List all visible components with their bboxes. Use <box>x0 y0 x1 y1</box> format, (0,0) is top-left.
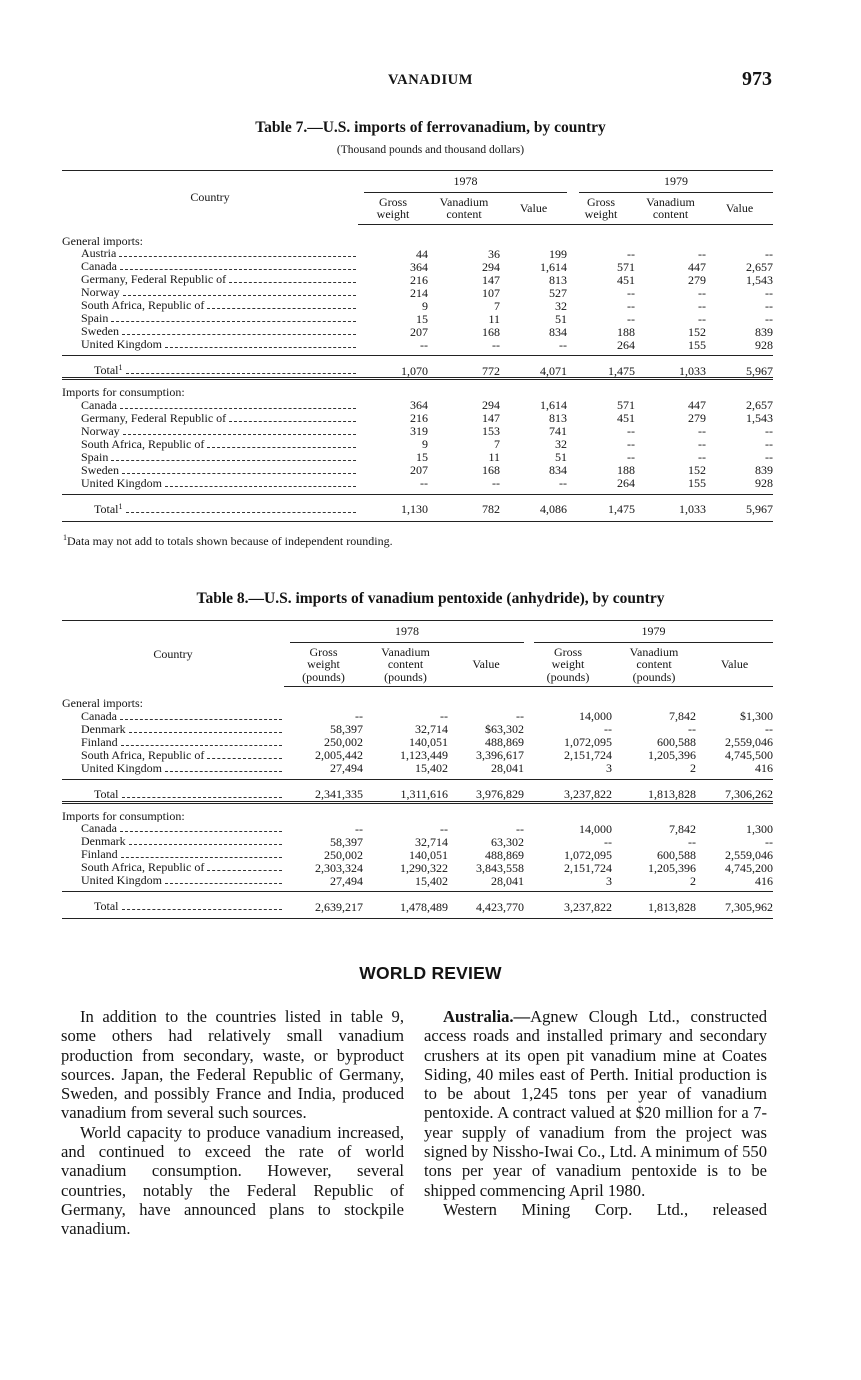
table-cell-value: -- <box>492 476 500 490</box>
table-cell-value: 2 <box>690 874 696 887</box>
table-cell-value: 188 <box>617 463 635 477</box>
table-cell-value: 153 <box>482 424 500 438</box>
table-cell-value: 32 <box>555 299 567 312</box>
table-cell-value: 58,397 <box>330 835 363 848</box>
table-cell-value: 488,869 <box>485 735 524 749</box>
table-cell-value: 147 <box>482 273 500 286</box>
table-cell-value: 51 <box>555 450 567 464</box>
table-cell-value: 44 <box>416 247 428 260</box>
table-cell-value: -- <box>765 450 773 464</box>
table-cell-value: 3,976,829 <box>476 787 524 801</box>
table7-year-1979: 1979 <box>579 175 773 193</box>
table-cell-value: 28,041 <box>491 874 524 887</box>
table-cell-value: 1,072,095 <box>564 735 612 749</box>
table-cell-value: 3 <box>606 761 612 775</box>
table7-col-gross-weight-1978: Gross weight <box>358 193 428 225</box>
australia-paragraph: Australia.—Agnew Clough Ltd., constructed access roads and installed primary and secondary crushers at its open pit vanadium mine at Coates Siding, 40 miles east of Perth. Initial production is to be about 1,245 tons per year of vanadium pentoxide. A contract valued at $20 million for a 7-year supply of vanadium from the project was signed by Nissho-Iwai Co., Ltd. A minimum of 550 tons per year of vanadium pentoxide is to be shipped commencing April 1980. <box>424 1007 767 1200</box>
table-cell-value: 3,396,617 <box>476 748 524 762</box>
table-cell-value: 1,543 <box>746 273 773 286</box>
table7-country-header: Country <box>62 171 358 225</box>
table8 <box>62 620 773 919</box>
table-row <box>62 399 773 412</box>
table-cell-value: 416 <box>755 874 774 887</box>
table-cell-value: 51 <box>555 312 567 325</box>
table-cell-value: 2,657 <box>746 260 773 273</box>
table-cell-value: 14,000 <box>579 709 612 723</box>
table-cell-value: 168 <box>482 325 500 338</box>
row-country: Sweden <box>62 464 358 477</box>
table-cell-value: 571 <box>617 260 635 273</box>
section-label: General imports: <box>62 234 143 247</box>
table7-subcaption: (Thousand pounds and thousand dollars) <box>336 144 525 156</box>
row-country: South Africa, Republic of <box>62 861 284 874</box>
row-country: Norway <box>62 286 358 299</box>
table-cell-value: 1,478,489 <box>363 900 448 919</box>
total-row <box>62 900 773 919</box>
row-total-label: Total$^1$ <box>62 503 358 522</box>
table-cell-value: -- <box>698 286 706 299</box>
table-row <box>62 710 773 723</box>
table-row <box>62 874 773 887</box>
table-cell-value: 216 <box>410 411 428 425</box>
table-cell-value: 4,745,200 <box>725 861 774 874</box>
paragraph: Western Mining Corp. Ltd., released <box>443 1199 767 1219</box>
table-cell-value: 1,475 <box>567 503 635 522</box>
table-cell-value: 250,002 <box>324 735 363 749</box>
table-cell-value: 15,402 <box>415 874 448 887</box>
table-cell-value: 3 <box>606 874 612 887</box>
row-country: Austria <box>62 247 358 260</box>
total-row <box>62 364 773 379</box>
table-cell-value: 1,205,396 <box>648 861 696 874</box>
table-cell-value: $1,300 <box>740 709 774 723</box>
section-label: General imports: <box>62 697 143 710</box>
row-country: United Kingdom <box>62 338 358 351</box>
table7-footnote: $^1$Data may not add to totals shown because of independent rounding. <box>63 533 393 548</box>
table-cell-value: 264 <box>617 338 635 351</box>
table-cell-value: 782 <box>428 503 500 522</box>
table8-year-1978: 1978 <box>290 625 524 643</box>
table-cell-value: 32 <box>555 437 567 451</box>
table-cell-value: 28,041 <box>491 761 524 775</box>
table-cell-value: 152 <box>688 463 706 477</box>
table-cell-value: 279 <box>688 273 706 286</box>
table7-col-value-1978: Value <box>500 193 567 225</box>
table7 <box>62 170 773 522</box>
table-cell-value: 140,051 <box>409 848 448 861</box>
table-cell-value: 928 <box>755 338 773 351</box>
table-row <box>62 861 773 874</box>
world-review-left-column <box>61 1007 404 1239</box>
row-country: Finland <box>62 736 284 749</box>
row-country: Norway <box>62 425 358 438</box>
table-row <box>62 848 773 861</box>
table-cell-value: 140,051 <box>409 735 448 749</box>
table-cell-value: 600,588 <box>657 848 696 861</box>
table8-col-vanadium-content-1978: Vanadium content (pounds) <box>363 643 448 687</box>
table-cell-value: -- <box>627 450 635 464</box>
table-cell-value: 216 <box>410 273 428 286</box>
table-cell-value: 1,543 <box>746 411 773 425</box>
table-cell-value: -- <box>698 424 706 438</box>
table-row <box>62 736 773 749</box>
table-row <box>62 822 773 835</box>
row-country: Spain <box>62 451 358 464</box>
table-cell-value: 839 <box>755 463 773 477</box>
world-review-right-column <box>424 1007 767 1219</box>
table-cell-value: -- <box>698 299 706 312</box>
table-cell-value: 1,813,828 <box>612 900 696 919</box>
table-cell-value: -- <box>627 247 635 260</box>
table-cell-value: -- <box>765 299 773 312</box>
table-cell-value: 294 <box>482 398 500 412</box>
table-cell-value: 207 <box>410 325 428 338</box>
table-row <box>62 762 773 775</box>
table-cell-value: 14,000 <box>579 822 612 835</box>
table-cell-value: 107 <box>482 286 500 299</box>
table-row <box>62 412 773 425</box>
row-total-label: Total <box>62 788 284 803</box>
table-cell-value: 447 <box>688 260 706 273</box>
table-cell-value: 199 <box>549 247 567 260</box>
table-cell-value: 772 <box>482 364 500 378</box>
australia-heading: Australia.— <box>443 1007 531 1026</box>
table-cell-value: 58,397 <box>330 722 363 736</box>
table-cell-value: 1,070 <box>401 364 428 378</box>
table8-col-vanadium-content-1979: Vanadium content (pounds) <box>612 643 696 687</box>
table7-caption: Table 7.—U.S. imports of ferrovanadium, by country <box>255 119 606 136</box>
total-row <box>62 503 773 522</box>
table-cell-value: 294 <box>482 260 500 273</box>
table-cell-value: 7,306,262 <box>725 787 774 801</box>
table-cell-value: 4,086 <box>500 503 567 522</box>
table-cell-value: 834 <box>549 463 567 477</box>
row-total-label: Total$^1$ <box>62 364 358 379</box>
row-country: South Africa, Republic of <box>62 749 284 762</box>
table-cell-value: -- <box>698 437 706 451</box>
table-cell-value: 7 <box>494 299 500 312</box>
table-cell-value: 1,205,396 <box>648 748 696 762</box>
table-cell-value: 2,341,335 <box>315 787 363 801</box>
table-cell-value: -- <box>698 312 706 325</box>
table-cell-value: 4,423,770 <box>448 900 524 919</box>
table-cell-value: 451 <box>617 411 635 425</box>
table-cell-value: 2,657 <box>746 398 773 412</box>
table-cell-value: -- <box>765 722 774 736</box>
table-cell-value: 7,842 <box>669 822 696 835</box>
table-cell-value: 1,123,449 <box>400 748 448 762</box>
table-row <box>62 451 773 464</box>
table-row <box>62 299 773 312</box>
table-row <box>62 247 773 260</box>
table-cell-value: 3,237,822 <box>564 787 612 801</box>
table-row <box>62 273 773 286</box>
world-review-heading: WORLD REVIEW <box>359 963 502 983</box>
table-cell-value: 451 <box>617 273 635 286</box>
paragraph: In addition to the countries listed in table 9, some others had relatively small vanadium production from secondary, waste, or byproduct sources. Japan, the Federal Republic of Germany, Sweden, and possibly France and India, produced vanadium from several such sources. <box>61 1007 404 1123</box>
table-cell-value: 2,639,217 <box>284 900 363 919</box>
table-cell-value: -- <box>765 247 773 260</box>
table8-country-header: Country <box>62 621 284 687</box>
table8-col-gross-weight-1979: Gross weight (pounds) <box>524 643 612 687</box>
table-row <box>62 477 773 490</box>
table-cell-value: -- <box>420 476 428 490</box>
row-country: South Africa, Republic of <box>62 438 358 451</box>
table-cell-value: -- <box>698 450 706 464</box>
table-cell-value: 813 <box>549 411 567 425</box>
table-cell-value: 1,475 <box>608 364 635 378</box>
table-cell-value: -- <box>604 835 612 848</box>
table-row <box>62 325 773 338</box>
section-label-row <box>62 810 773 823</box>
table-cell-value: 1,311,616 <box>400 787 448 801</box>
total-row <box>62 788 773 803</box>
table-cell-value: 834 <box>549 325 567 338</box>
table-cell-value: -- <box>765 424 773 438</box>
table-cell-value: -- <box>698 247 706 260</box>
running-title: VANADIUM <box>387 72 474 88</box>
table-cell-value: -- <box>765 312 773 325</box>
table-cell-value: 11 <box>488 450 500 464</box>
table-cell-value: 1,614 <box>540 398 567 412</box>
table-row <box>62 338 773 351</box>
table-row <box>62 438 773 451</box>
table-cell-value: 2,151,724 <box>564 748 612 762</box>
table-row <box>62 312 773 325</box>
table-cell-value: 9 <box>422 299 428 312</box>
table-cell-value: 1,614 <box>540 260 567 273</box>
table-cell-value: -- <box>355 822 363 835</box>
table-cell-value: -- <box>627 299 635 312</box>
table-cell-value: 2,005,442 <box>315 748 363 762</box>
table7-col-vanadium-content-1979: Vanadium content <box>635 193 706 225</box>
row-country: Canada <box>62 260 358 273</box>
section-label-row <box>62 386 773 399</box>
row-country: United Kingdom <box>62 477 358 490</box>
table-cell-value: 2,151,724 <box>564 861 612 874</box>
table-cell-value: 2 <box>690 761 696 775</box>
table-cell-value: 4,745,500 <box>725 748 774 762</box>
table-row <box>62 260 773 273</box>
row-country: Germany, Federal Republic of <box>62 412 358 425</box>
table-cell-value: 1,072,095 <box>564 848 612 861</box>
table-cell-value: -- <box>627 312 635 325</box>
table8-year-1979: 1979 <box>534 625 773 643</box>
row-country: United Kingdom <box>62 762 284 775</box>
table-cell-value: $63,302 <box>485 722 524 736</box>
table8-col-value-1978: Value <box>448 643 524 687</box>
table-cell-value: 15,402 <box>415 761 448 775</box>
table-cell-value: 250,002 <box>324 848 363 861</box>
table-row <box>62 425 773 438</box>
table8-col-gross-weight-1978: Gross weight (pounds) <box>284 643 363 687</box>
table-cell-value: -- <box>627 424 635 438</box>
table-cell-value: 1,813,828 <box>648 787 696 801</box>
table-cell-value: 5,967 <box>706 503 773 522</box>
table7-col-gross-weight-1979: Gross weight <box>567 193 635 225</box>
table-cell-value: 279 <box>688 411 706 425</box>
table-cell-value: 152 <box>688 325 706 338</box>
table-cell-value: -- <box>516 822 524 835</box>
table-cell-value: 7 <box>494 437 500 451</box>
table-cell-value: 839 <box>755 325 773 338</box>
table-cell-value: 27,494 <box>330 874 363 887</box>
table-cell-value: 264 <box>617 476 635 490</box>
page-number: 973 <box>742 68 772 90</box>
table-cell-value: 600,588 <box>657 735 696 749</box>
row-country: Canada <box>62 710 284 723</box>
table-cell-value: 488,869 <box>485 848 524 861</box>
table-cell-value: 207 <box>410 463 428 477</box>
table-cell-value: 15 <box>416 312 428 325</box>
table-cell-value: -- <box>420 338 428 351</box>
table-cell-value: 1,033 <box>635 503 706 522</box>
table-cell-value: -- <box>355 709 363 723</box>
table-row <box>62 286 773 299</box>
row-country: Spain <box>62 312 358 325</box>
table-cell-value: 147 <box>482 411 500 425</box>
table-cell-value: 27,494 <box>330 761 363 775</box>
table-cell-value: 36 <box>488 247 500 260</box>
table7-year-1978: 1978 <box>364 175 567 193</box>
table-cell-value: -- <box>688 835 696 848</box>
table-cell-value: 32,714 <box>415 722 448 736</box>
section-label: Imports for consumption: <box>62 809 185 822</box>
table7-col-value-1979: Value <box>706 193 773 225</box>
table-cell-value: 319 <box>410 424 428 438</box>
table-cell-value: 5,967 <box>746 364 773 378</box>
table-cell-value: 168 <box>482 463 500 477</box>
row-country: Canada <box>62 399 358 412</box>
table-cell-value: 32,714 <box>415 835 448 848</box>
table-cell-value: 155 <box>688 476 706 490</box>
row-country: United Kingdom <box>62 874 284 887</box>
table-cell-value: -- <box>627 437 635 451</box>
row-country: Denmark <box>62 835 284 848</box>
table-cell-value: 2,559,046 <box>725 848 774 861</box>
table-cell-value: -- <box>559 476 567 490</box>
table-cell-value: 1,033 <box>679 364 706 378</box>
table-cell-value: -- <box>604 722 612 736</box>
table7-col-vanadium-content-1978: Vanadium content <box>428 193 500 225</box>
table-cell-value: 928 <box>755 476 773 490</box>
table-cell-value: 1,130 <box>358 503 428 522</box>
row-country: Finland <box>62 848 284 861</box>
table-cell-value: -- <box>516 709 524 723</box>
table-cell-value: 63,302 <box>491 835 524 848</box>
table-cell-value: 416 <box>755 761 774 775</box>
table-cell-value: 15 <box>416 450 428 464</box>
paragraph: World capacity to produce vanadium increased, and continued to exceed the rate of world vanadium consumption. However, several countries, notably the Federal Republic of Germany, have announced plans to stockpile vanadium. <box>61 1122 404 1239</box>
table-cell-value: 1,290,322 <box>400 861 448 874</box>
table-cell-value: 813 <box>549 273 567 286</box>
table-cell-value: 155 <box>688 338 706 351</box>
section-label-row <box>62 697 773 710</box>
table-cell-value: -- <box>440 709 448 723</box>
table-cell-value: 3,237,822 <box>524 900 612 919</box>
table-cell-value: 1,300 <box>746 822 774 835</box>
table-row <box>62 749 773 762</box>
table-cell-value: 214 <box>410 286 428 299</box>
table-row <box>62 464 773 477</box>
table-cell-value: 188 <box>617 325 635 338</box>
table-cell-value: -- <box>765 835 774 848</box>
table8-caption: Table 8.—U.S. imports of vanadium pentoxide (anhydride), by country <box>196 590 665 607</box>
table-cell-value: -- <box>765 437 773 451</box>
table8-col-value-1979: Value <box>696 643 773 687</box>
section-label-row <box>62 235 773 248</box>
table-cell-value: 9 <box>422 437 428 451</box>
table-cell-value: -- <box>492 338 500 351</box>
row-country: Sweden <box>62 325 358 338</box>
table-cell-value: 447 <box>688 398 706 412</box>
table-cell-value: 4,071 <box>540 364 567 378</box>
table-cell-value: -- <box>440 822 448 835</box>
table-cell-value: -- <box>765 286 773 299</box>
table-cell-value: 2,303,324 <box>315 861 363 874</box>
table-cell-value: 11 <box>488 312 500 325</box>
table-cell-value: 527 <box>549 286 567 299</box>
row-country: Canada <box>62 822 284 835</box>
table-cell-value: 364 <box>410 398 428 412</box>
table-cell-value: -- <box>627 286 635 299</box>
table-cell-value: 7,305,962 <box>696 900 773 919</box>
table-cell-value: 7,842 <box>669 709 696 723</box>
table-row <box>62 835 773 848</box>
row-country: Denmark <box>62 723 284 736</box>
table-cell-value: 571 <box>617 398 635 412</box>
row-country: South Africa, Republic of <box>62 299 358 312</box>
table-cell-value: -- <box>559 338 567 351</box>
row-country: Germany, Federal Republic of <box>62 273 358 286</box>
section-label: Imports for consumption: <box>62 386 185 399</box>
table-cell-value: -- <box>688 722 696 736</box>
table-cell-value: 364 <box>410 260 428 273</box>
table-cell-value: 3,843,558 <box>476 861 524 874</box>
table-cell-value: 2,559,046 <box>725 735 774 749</box>
row-total-label: Total <box>62 900 284 919</box>
table-row <box>62 723 773 736</box>
table-cell-value: 741 <box>549 424 567 438</box>
